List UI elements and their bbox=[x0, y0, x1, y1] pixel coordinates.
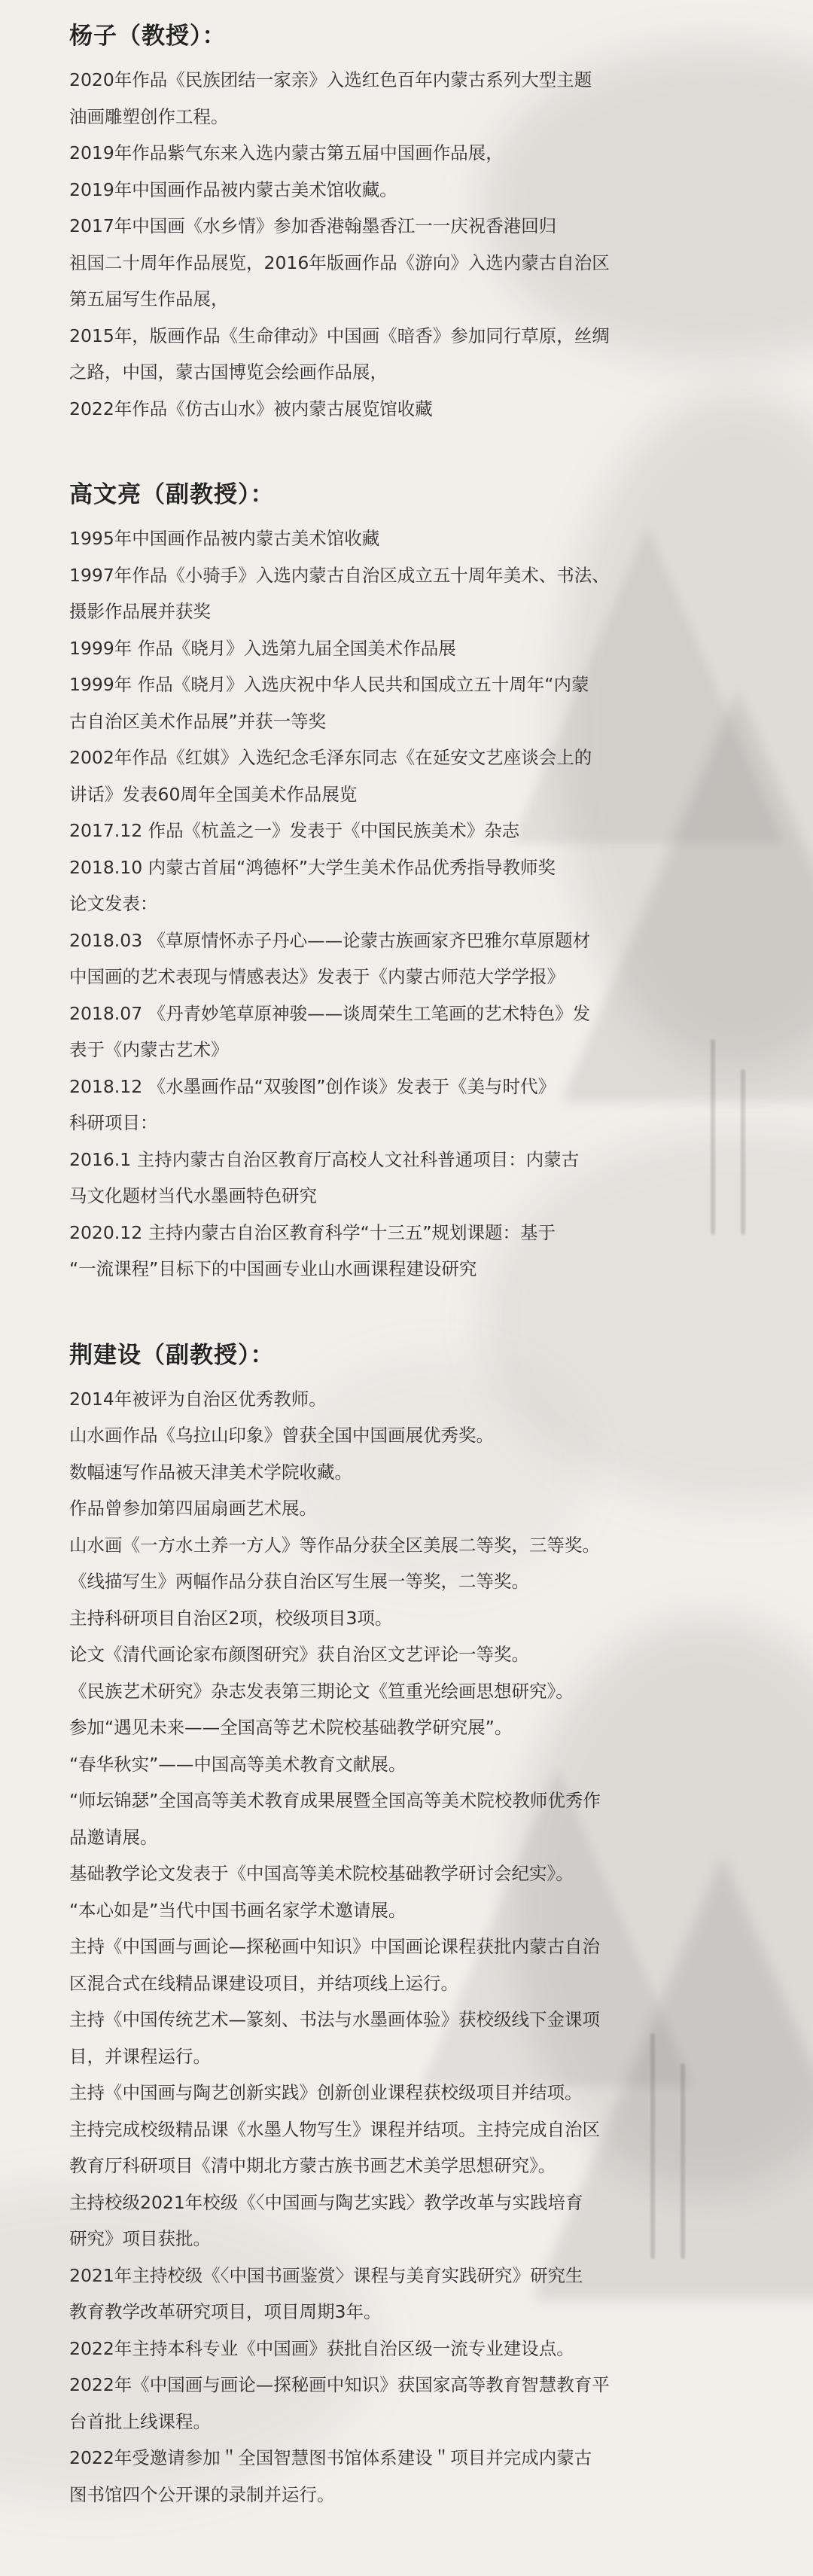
achievement-line: 目，并课程运行。 bbox=[69, 2045, 211, 2067]
faculty-name-heading: 高文亮（副教授）： bbox=[69, 481, 275, 508]
achievement-line: “春华秋实”——中国高等美术教育文献展。 bbox=[69, 1753, 406, 1775]
achievement-line: 之路，中国，蒙古国博览会绘画作品展， bbox=[69, 361, 388, 383]
achievement-line: 2017年中国画《水乡情》参加香港翰墨香江一一庆祝香港回归 bbox=[69, 215, 557, 236]
achievement-line: 作品曾参加第四届扇画艺术展。 bbox=[69, 1498, 317, 1519]
achievement-line: “师坛锦瑟”全国高等美术教育成果展暨全国高等美术院校教师优秀作 bbox=[69, 1790, 601, 1811]
achievement-line: 2015年，版画作品《生命律动》中国画《暗香》参加同行草原，丝绸 bbox=[69, 325, 610, 346]
achievement-line: 品邀请展。 bbox=[69, 1826, 158, 1848]
achievement-line: 2018.10 内蒙古首届“鸿德杯”大学生美术作品优秀指导教师奖 bbox=[69, 856, 556, 878]
achievement-line: 数幅速写作品被天津美术学院收藏。 bbox=[69, 1461, 352, 1483]
achievement-line: 2022年受邀请参加＂全国智慧图书馆体系建设＂项目并完成内蒙古 bbox=[69, 2447, 592, 2468]
achievement-line: 区混合式在线精品课建设项目，并结项线上运行。 bbox=[69, 1972, 458, 1994]
achievement-line: 2019年中国画作品被内蒙古美术馆收藏。 bbox=[69, 178, 397, 200]
achievement-line: “一流课程”目标下的中国画专业山水画课程建设研究 bbox=[69, 1258, 477, 1279]
achievement-line: 主持《中国传统艺术—篆刻、书法与水墨画体验》获校级线下金课项 bbox=[69, 2009, 600, 2030]
achievement-line: 2018.12 《水墨画作品“双骏图”创作谈》发表于《美与时代》 bbox=[69, 1075, 556, 1097]
achievement-line: 2018.03 《草原情怀赤子丹心——论蒙古族画家齐巴雅尔草原题材 bbox=[69, 929, 591, 951]
achievement-line: 2018.07 《丹青妙笔草原神骏——谈周荣生工笔画的艺术特色》发 bbox=[69, 1002, 591, 1024]
achievement-line: 古自治区美术作品展”并获一等奖 bbox=[69, 710, 327, 732]
achievement-line: 《线描写生》两幅作品分获自治区写生展一等奖，二等奖。 bbox=[69, 1571, 529, 1592]
achievement-line: 教育教学改革研究项目，项目周期3年。 bbox=[69, 2301, 382, 2322]
achievement-line: 图书馆四个公开课的录制并运行。 bbox=[69, 2483, 335, 2505]
achievement-line: 油画雕塑创作工程。 bbox=[69, 105, 229, 127]
achievement-line: 2014年被评为自治区优秀教师。 bbox=[69, 1388, 327, 1410]
achievement-line: 基础教学论文发表于《中国高等美术院校基础教学研讨会纪实》。 bbox=[69, 1863, 574, 1884]
achievement-line: 科研项目： bbox=[69, 1112, 158, 1133]
achievement-line: 2022年主持本科专业《中国画》获批自治区级一流专业建设点。 bbox=[69, 2337, 574, 2359]
achievement-line: 2020.12 主持内蒙古自治区教育科学“十三五”规划课题：基于 bbox=[69, 1221, 556, 1243]
achievement-line: 摄影作品展并获奖 bbox=[69, 601, 211, 622]
faculty-section-yangzi bbox=[69, 17, 783, 427]
achievement-line: 2022年作品《仿古山水》被内蒙古展览馆收藏 bbox=[69, 398, 433, 419]
achievement-line: 中国画的艺术表现与情感表达》发表于《内蒙古师范大学学报》 bbox=[69, 966, 565, 987]
achievement-line: 2016.1 主持内蒙古自治区教育厅高校人文社科普通项目：内蒙古 bbox=[69, 1148, 580, 1170]
achievement-line: 讲话》发表60周年全国美术作品展览 bbox=[69, 783, 358, 805]
achievement-line: 2017.12 作品《杭盖之一》发表于《中国民族美术》杂志 bbox=[69, 820, 520, 841]
achievement-line: 2019年作品紫气东来入选内蒙古第五届中国画作品展， bbox=[69, 142, 504, 163]
achievement-line: 第五届写生作品展， bbox=[69, 288, 229, 309]
achievement-line: 参加“遇见未来——全国高等艺术院校基础教学研究展”。 bbox=[69, 1717, 513, 1738]
achievement-line: 台首批上线课程。 bbox=[69, 2410, 211, 2432]
achievement-line: 1997年作品《小骑手》入选内蒙古自治区成立五十周年美术、书法、 bbox=[69, 564, 610, 586]
faculty-section-jingjianshe bbox=[69, 1336, 783, 2514]
faculty-name-heading: 荆建设（副教授）： bbox=[69, 1341, 275, 1369]
achievement-line: 2022年《中国画与画论—探秘画中知识》获国家高等教育智慧教育平 bbox=[69, 2374, 610, 2395]
achievement-line: 主持校级2021年校级《〈中国画与陶艺实践〉教学改革与实践培育 bbox=[69, 2191, 583, 2213]
achievement-line: 教育厅科研项目《清中期北方蒙古族书画艺术美学思想研究》。 bbox=[69, 2155, 556, 2176]
achievement-line: 2021年主持校级《〈中国书画鉴赏〉课程与美育实践研究》研究生 bbox=[69, 2264, 583, 2286]
achievement-line: 1995年中国画作品被内蒙古美术馆收藏 bbox=[69, 528, 380, 549]
achievement-line: 论文发表： bbox=[69, 893, 158, 914]
achievement-line: 2020年作品《民族团结一家亲》入选红色百年内蒙古系列大型主题 bbox=[69, 69, 592, 90]
achievement-line: 马文化题材当代水墨画特色研究 bbox=[69, 1185, 317, 1206]
achievement-line: 研究》项目获批。 bbox=[69, 2228, 211, 2249]
achievement-line: 主持《中国画与陶艺创新实践》创新创业课程获校级项目并结项。 bbox=[69, 2082, 583, 2103]
achievement-line: 主持完成校级精品课《水墨人物写生》课程并结项。主持完成自治区 bbox=[69, 2118, 600, 2140]
achievement-line: 2002年作品《红娸》入选纪念毛泽东同志《在延安文艺座谈会上的 bbox=[69, 747, 592, 768]
achievement-line: 论文《清代画论家布颜图研究》获自治区文艺评论一等奖。 bbox=[69, 1644, 529, 1665]
achievement-line: 祖国二十周年作品展览，2016年版画作品《游向》入选内蒙古自治区 bbox=[69, 252, 610, 273]
faculty-section-gaowenliang bbox=[69, 475, 783, 1288]
achievement-line: 《民族艺术研究》杂志发表第三期论文《笪重光绘画思想研究》。 bbox=[69, 1680, 574, 1702]
achievement-line: 1999年 作品《晓月》入选庆祝中华人民共和国成立五十周年“内蒙 bbox=[69, 674, 589, 695]
achievement-line: 山水画《一方水土养一方人》等作品分获全区美展二等奖，三等奖。 bbox=[69, 1534, 600, 1556]
achievement-line: 山水画作品《乌拉山印象》曾获全国中国画展优秀奖。 bbox=[69, 1425, 494, 1446]
achievement-line: 主持《中国画与画论—探秘画中知识》中国画论课程获批内蒙古自治 bbox=[69, 1936, 600, 1957]
achievement-line: 1999年 作品《晓月》入选第九届全国美术作品展 bbox=[69, 637, 456, 659]
achievement-line: “本心如是”当代中国书画名家学术邀请展。 bbox=[69, 1899, 406, 1921]
faculty-name-heading: 杨子（教授）： bbox=[69, 23, 227, 50]
achievement-line: 表于《内蒙古艺术》 bbox=[69, 1039, 229, 1060]
achievement-line: 主持科研项目自治区2项，校级项目3项。 bbox=[69, 1607, 393, 1629]
